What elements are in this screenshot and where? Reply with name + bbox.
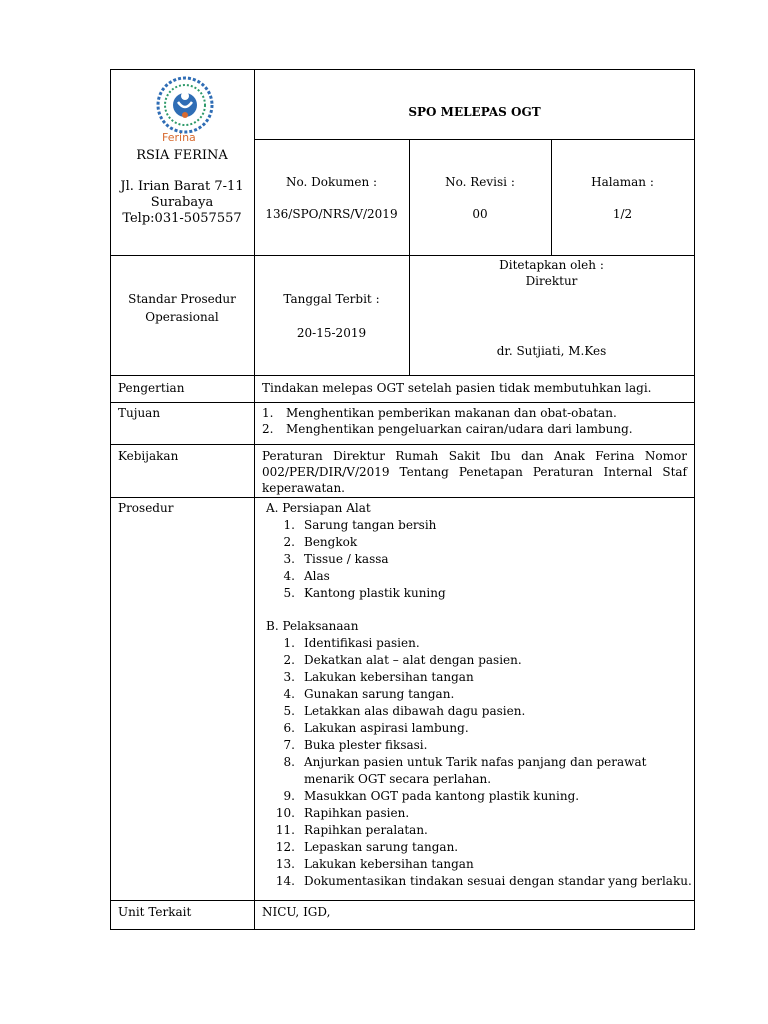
tujuan-item: 2. Menghentikan pengeluarkan cairan/udara dari lambung. <box>262 422 633 436</box>
tujuan-label: Tujuan <box>118 406 161 420</box>
hospital-logo-icon <box>156 76 214 134</box>
kebijakan-line: Peraturan Direktur Rumah Sakit Ibu dan Anak Ferina Nomor <box>262 449 687 463</box>
part-b-item: 9. Masukkan OGT pada kantong plastik kuning. <box>283 789 580 803</box>
kebijakan-line: 002/PER/DIR/V/2019 Tentang Penetapan Peraturan Internal Staf <box>262 465 687 479</box>
part-a-item: 1. Sarung tangan bersih <box>283 518 437 532</box>
part-b-item: 3. Lakukan kebersihan tangan <box>283 670 474 684</box>
address-line1: Jl. Irian Barat 7-11 <box>120 179 244 194</box>
unit-terkait-label: Unit Terkait <box>118 905 192 919</box>
part-b-item: 13. Lakukan kebersihan tangan <box>275 857 474 871</box>
part-b-item: 6. Lakukan aspirasi lambung. <box>283 721 469 735</box>
part-b-item: 1. Identifikasi pasien. <box>283 636 420 650</box>
part-b-item: 14. Dokumentasikan tindakan sesuai dengan standar yang berlaku. <box>275 874 692 888</box>
hospital-name: RSIA FERINA <box>136 148 228 163</box>
page-label: Halaman : <box>591 175 654 189</box>
document-title: SPO MELEPAS OGT <box>408 105 541 119</box>
part-b-item-continuation: menarik OGT secara perlahan. <box>304 772 492 786</box>
approved-by-label: Ditetapkan oleh : <box>499 258 604 272</box>
kebijakan-label: Kebijakan <box>118 449 179 463</box>
issue-date-value: 20-15-2019 <box>296 326 367 340</box>
kebijakan-line: keperawatan. <box>262 481 345 495</box>
revision-label: No. Revisi : <box>445 175 515 189</box>
pengertian-text: Tindakan melepas OGT setelah pasien tidak membutuhkan lagi. <box>262 381 652 395</box>
part-b-item: 7. Buka plester fiksasi. <box>283 738 428 752</box>
issue-date-label: Tanggal Terbit : <box>283 292 380 306</box>
doc-number-value: 136/SPO/NRS/V/2019 <box>265 207 398 221</box>
revision-value: 00 <box>472 207 488 221</box>
tujuan-item: 1. Menghentikan pemberikan makanan dan obat-obatan. <box>262 406 617 420</box>
sop-label-line2: Operasional <box>145 310 219 324</box>
unit-terkait-text: NICU, IGD, <box>262 905 331 919</box>
part-b-item: 5. Letakkan alas dibawah dagu pasien. <box>283 704 526 718</box>
approved-by-name: dr. Sutjiati, M.Kes <box>496 344 607 358</box>
part-b-item: 10. Rapihkan pasien. <box>275 806 410 820</box>
part-b-item: 8. Anjurkan pasien untuk Tarik nafas panjang dan perawat <box>283 755 647 769</box>
phone-number: Telp:031-5057557 <box>122 211 242 226</box>
pengertian-label: Pengertian <box>118 381 185 395</box>
part-a-item: 3. Tissue / kassa <box>283 552 389 566</box>
part-b-item: 11. Rapihkan peralatan. <box>275 823 428 837</box>
part-b-title: B. Pelaksanaan <box>266 619 359 633</box>
logo-text: Ferina <box>162 131 196 144</box>
part-b-item: 12. Lepaskan sarung tangan. <box>275 840 459 854</box>
approved-by-role: Direktur <box>525 274 578 288</box>
part-a-title: A. Persiapan Alat <box>266 501 371 515</box>
part-a-item: 5. Kantong plastik kuning <box>283 586 446 600</box>
part-a-item: 2. Bengkok <box>283 535 358 549</box>
part-a-item: 4. Alas <box>283 569 330 583</box>
doc-number-label: No. Dokumen : <box>285 175 378 189</box>
part-b-item: 2. Dekatkan alat – alat dengan pasien. <box>283 653 522 667</box>
sop-label-line1: Standar Prosedur <box>128 292 236 306</box>
prosedur-label: Prosedur <box>118 501 174 515</box>
page-value: 1/2 <box>612 207 633 221</box>
part-b-item: 4. Gunakan sarung tangan. <box>283 687 455 701</box>
address-line2: Surabaya <box>150 195 214 210</box>
